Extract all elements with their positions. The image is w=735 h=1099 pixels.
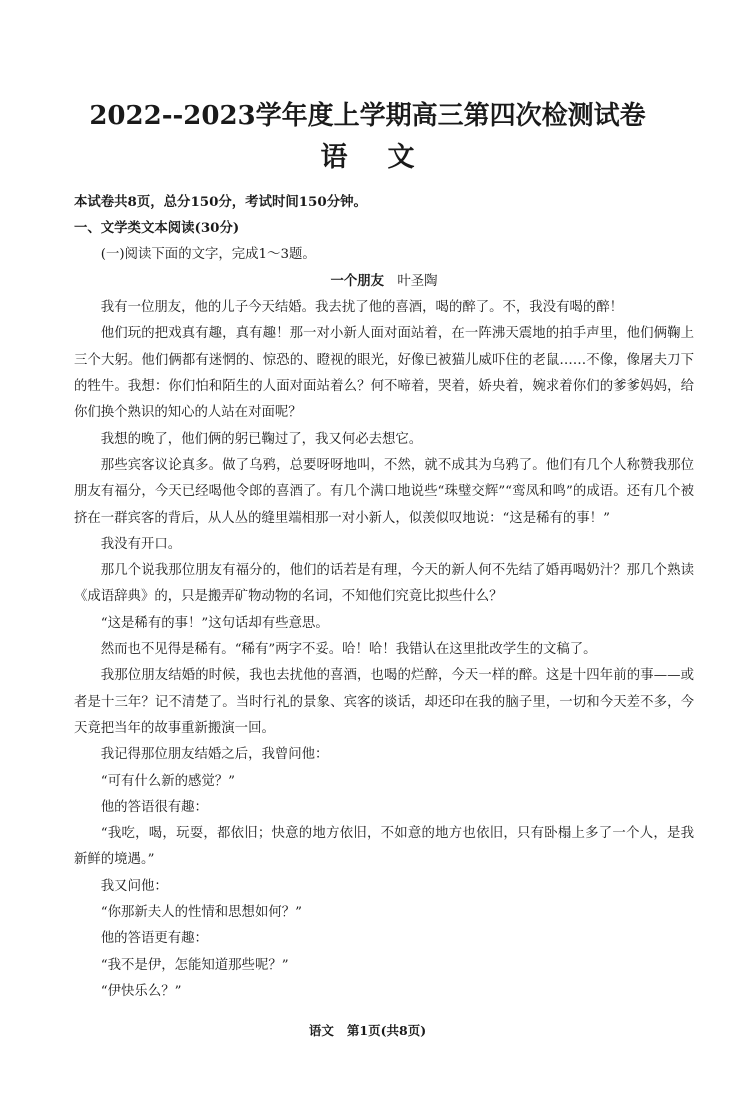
article-paragraph: 我记得那位朋友结婚之后，我曾问他： bbox=[100, 747, 329, 763]
article-paragraph: 我没有开口。 bbox=[100, 536, 182, 552]
article-author: 叶圣陶 bbox=[397, 273, 438, 289]
article-paragraph: 然而也不见得是稀有。“稀有”两字不妥。哈！哈！我错认在这里批改学生的文稿了。 bbox=[100, 642, 597, 658]
exam-title: 2022--2023学年度上学期高三第四次检测试卷 bbox=[89, 101, 646, 131]
question-instruction: (一)阅读下面的文字，完成1～3题。 bbox=[100, 246, 316, 262]
article-paragraph: 他们玩的把戏真有趣，真有趣！那一对小新人面对面站着，在一阵沸天震地的拍手声里，他们俩鞠上三个大躬。他们俩都有迷惘的、惊恐的、瞪视的眼光，好像已被猫儿威吓住的老鼠……不像，像屠夫刀下的牲牛。我想：你们怕和陌生的人面对面站着么？何不啼着，哭着，娇央着，婉求着你们的爹爹妈妈，给你们换个熟识的知心的人站在对面呢？ bbox=[74, 326, 694, 421]
footer-page-number: 第1页(共8页) bbox=[346, 1023, 427, 1038]
subject-char-2: 文 bbox=[387, 142, 415, 173]
article-paragraph: 他的答语更有趣： bbox=[100, 931, 208, 947]
article-paragraph: “我吃，喝，玩耍，都依旧；快意的地方依旧，不如意的地方也依旧，只有卧榻上多了一个人，是我新鲜的境遇。” bbox=[74, 826, 694, 868]
article-paragraph: 我想的晚了，他们俩的躬已鞠过了，我又何必去想它。 bbox=[100, 431, 423, 447]
exam-content bbox=[74, 189, 694, 1005]
section-heading: 一、文学类文本阅读(30分) bbox=[74, 220, 240, 237]
article-paragraph: 我又问他： bbox=[100, 878, 168, 894]
article-paragraph: 我有一位朋友，他的儿子今天结婚。我去扰了他的喜酒，喝的醉了。不，我没有喝的醉！ bbox=[100, 300, 624, 316]
article-title-line bbox=[74, 268, 694, 295]
article-paragraph: “我不是伊，怎能知道那些呢？” bbox=[100, 957, 289, 973]
article-title: 一个朋友 bbox=[330, 272, 384, 289]
subject-char-1: 语 bbox=[320, 142, 348, 173]
article-paragraph: “这是稀有的事！”这句话却有些意思。 bbox=[100, 615, 329, 631]
footer-subject: 语文 bbox=[308, 1023, 334, 1038]
article-paragraph: 我那位朋友结婚的时候，我也去扰他的喜酒，也喝的烂醉，今天一样的醉。这是十四年前的事——或者是十三年？记不清楚了。当时行礼的景象、宾客的谈话，却还印在我的脑子里，一切和今天差不多，今天竟把当年的故事重新搬演一回。 bbox=[74, 668, 694, 736]
article-paragraph: “伊快乐么？” bbox=[100, 983, 182, 999]
article-paragraph: “你那新夫人的性情和思想如何？” bbox=[100, 905, 302, 921]
article-paragraph: “可有什么新的感觉？” bbox=[100, 773, 236, 789]
article-paragraph: 他的答语很有趣： bbox=[100, 799, 208, 815]
page-footer bbox=[0, 1022, 735, 1040]
article-paragraph: 那几个说我那位朋友有福分的，他们的话若是有理，今天的新人何不先结了婚再喝奶汁？那几个熟读《成语辞典》的，只是搬弄矿物动物的名词，不知他们究竟比拟些什么？ bbox=[74, 563, 694, 605]
subject-heading bbox=[0, 140, 735, 176]
exam-note: 本试卷共8页，总分150分，考试时间150分钟。 bbox=[74, 194, 367, 210]
article-paragraph: 那些宾客议论真多。做了乌鸦，总要呀呀地叫，不然，就不成其为乌鸦了。他们有几个人称赞我那位朋友有福分，今天已经喝他令郎的喜酒了。有几个满口地说些“珠璧交辉”“鸾凤和鸣”的成语。还有几个被挤在一群宾客的背后，从人丛的缝里端相那一对小新人，似羡似叹地说：“这是稀有的事！” bbox=[74, 457, 694, 526]
